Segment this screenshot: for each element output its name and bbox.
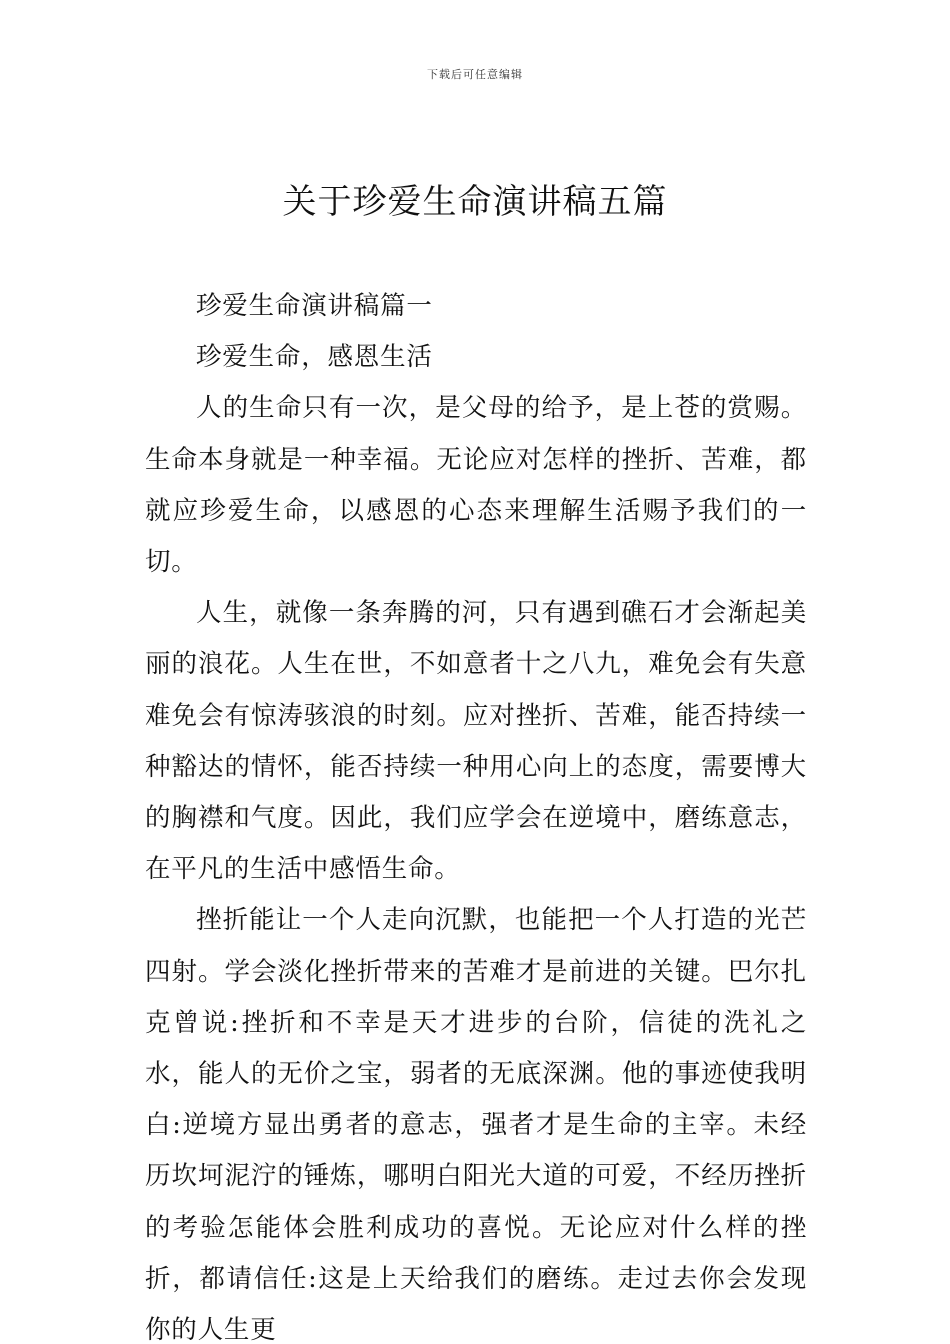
- header-note: 下载后可任意编辑: [427, 68, 523, 81]
- body-paragraph: 人的生命只有一次，是父母的给予，是上苍的赏赐。生命本身就是一种幸福。无论应对怎样的挫折、苦难，都就应珍爱生命，以感恩的心态来理解生活赐予我们的一切。: [145, 393, 807, 578]
- speech-subtitle: 珍爱生命，感恩生活: [196, 342, 433, 373]
- body-paragraph: 挫折能让一个人走向沉默，也能把一个人打造的光芒四射。学会淡化挫折带来的苦难才是前进的关键。巴尔扎克曾说:挫折和不幸是天才进步的台阶，信徒的洗礼之水，能人的无价之宝，弱者的无底深渊。他的事迹使我明白:逆境方显出勇者的意志，强者才是生命的主宰。未经历坎坷泥泞的锤炼，哪明白阳光大道的可爱，不经历挫折的考验怎能体会胜利成功的喜悦。无论应对什么样的挫折，都请信任:这是上天给我们的磨练。走过去你会发现你的人生更: [145, 905, 807, 1344]
- document-body: [145, 281, 807, 1344]
- document-title: 关于珍爱生命演讲稿五篇: [282, 182, 668, 222]
- body-paragraph: 人生，就像一条奔腾的河，只有遇到礁石才会渐起美丽的浪花。人生在世，不如意者十之八九，难免会有失意难免会有惊涛骇浪的时刻。应对挫折、苦难，能否持续一种豁达的情怀，能否持续一种用心向上的态度，需要博大的胸襟和气度。因此，我们应学会在逆境中，磨练意志，在平凡的生活中感悟生命。: [145, 598, 807, 885]
- section-heading: 珍爱生命演讲稿篇一: [196, 291, 433, 321]
